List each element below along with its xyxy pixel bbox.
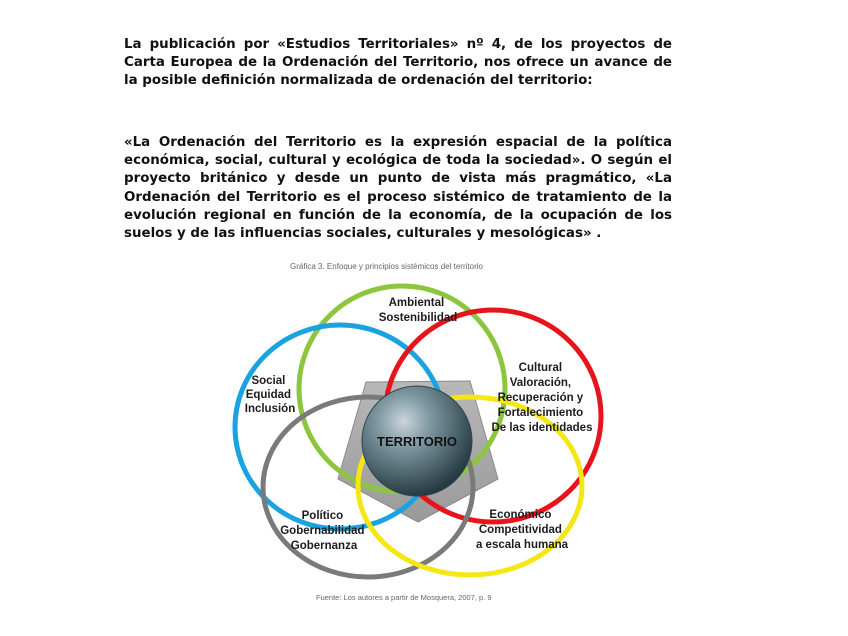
label-social: Social Equidad Inclusión	[244, 375, 296, 415]
figure-source: Fuente: Los autores a partir de Mosquera, 2007, p. 9	[316, 593, 492, 602]
label-cultural: Cultural Valoración, Recuperación y Fortalecimiento De las identidades	[491, 362, 593, 434]
intro-paragraph: La publicación por «Estudios Territoriales» nº 4, de los proyectos de Carta Europea de la Ordenación del Territorio, nos ofrece un avance de la posible definición normalizada de ordenación del territorio:	[124, 37, 672, 89]
label-politico: Político Gobernabilidad Gobernanza	[280, 510, 365, 552]
label-ambiental: Ambiental Sostenibilidad	[378, 297, 458, 324]
label-economico: Económico Competitividad a escala humana	[475, 509, 569, 551]
territorio-label: TERRITORIO	[377, 434, 457, 449]
figure-caption: Gráfica 3. Enfoque y principios sistémicos del territorio	[290, 262, 483, 271]
quote-paragraph: «La Ordenación del Territorio es la expresión espacial de la política económica, social, cultural y ecológica de toda la sociedad». O según el proyecto británico y desde un punto de vista más pragmático, «La Ordenación del Territorio es el proceso sistémico de tratamiento de la evolución regional en función de la economía, de la ocupación de los suelos y de las influencias sociales, culturales y mesológicas» .	[124, 135, 672, 242]
